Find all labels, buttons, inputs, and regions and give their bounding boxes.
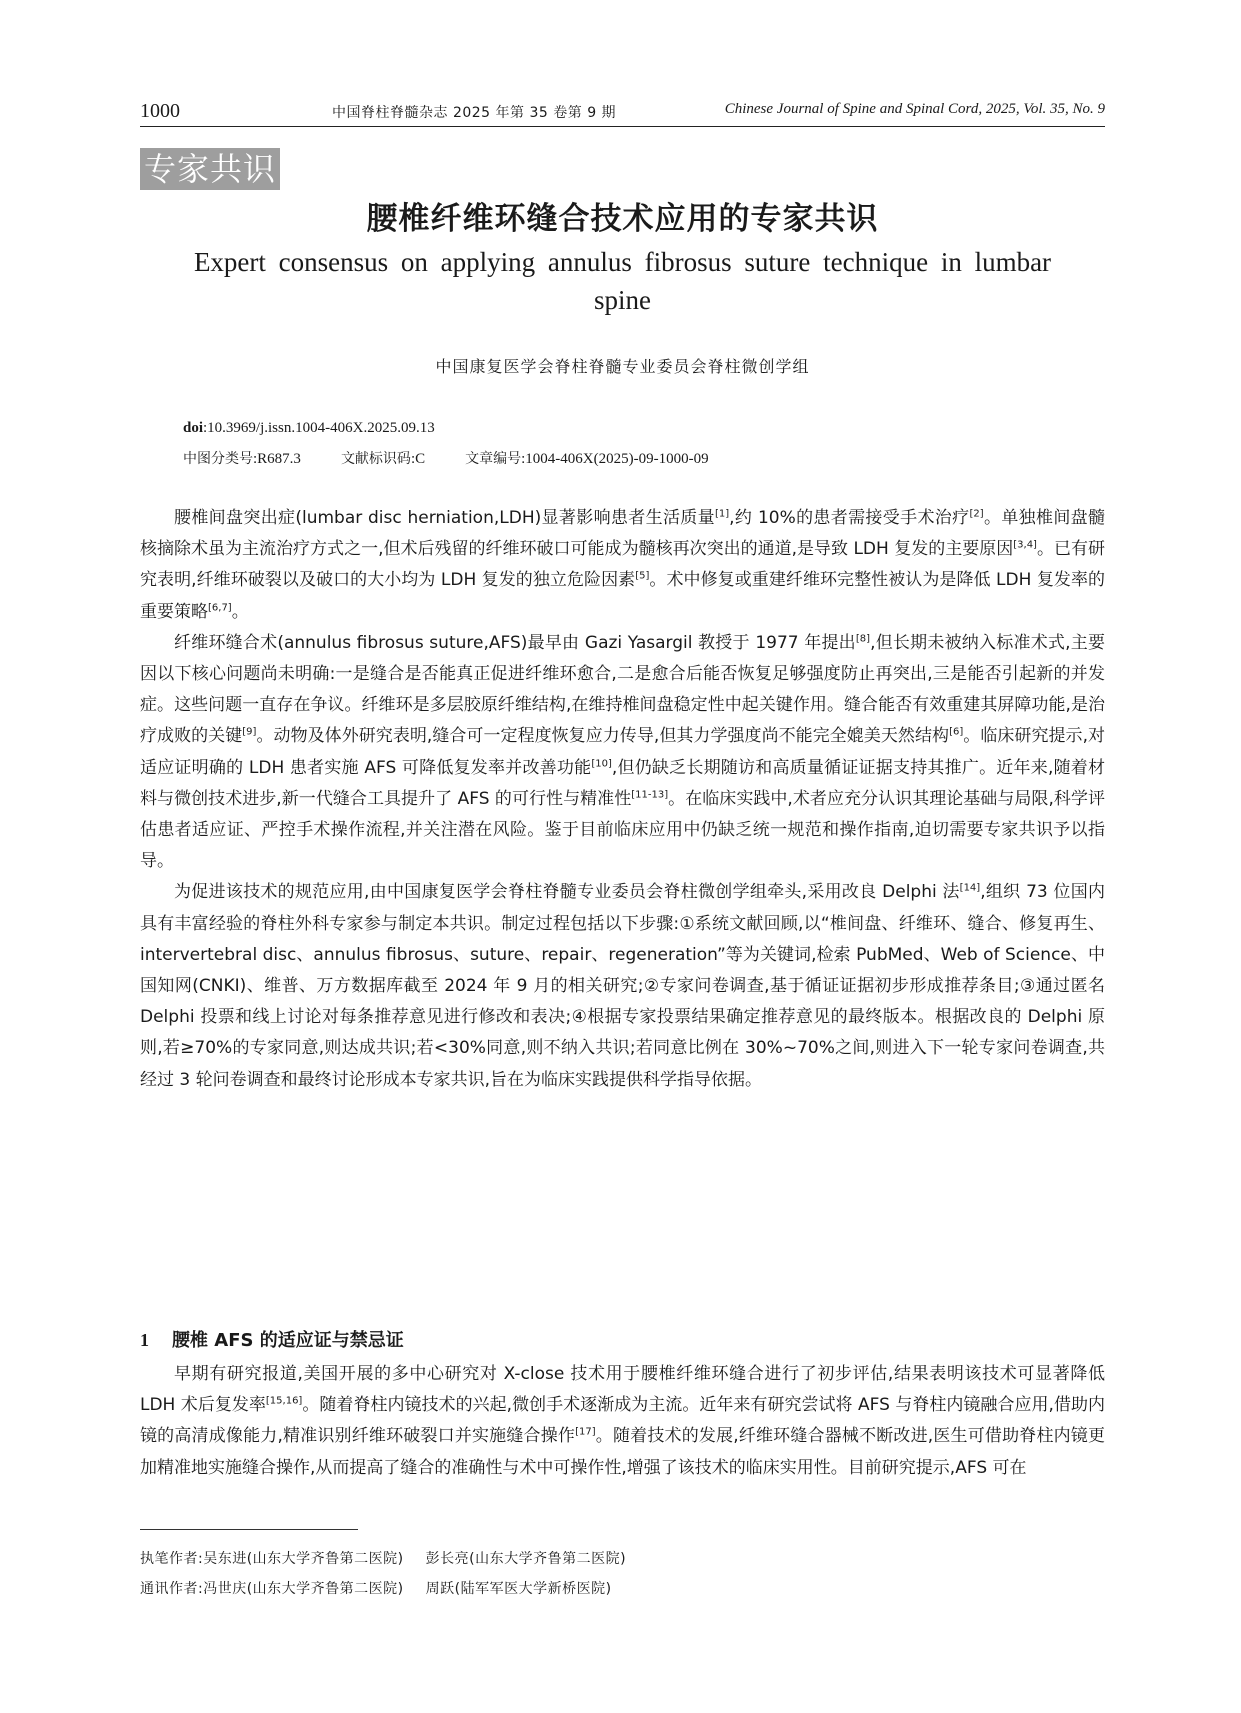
clc-value: :R687.3 — [253, 451, 301, 467]
section-1-paragraph-1: 早期有研究报道,美国开展的多中心研究对 X-close 技术用于腰椎纤维环缝合进行了初步评估,结果表明该技术可显著降低 LDH 术后复发率[15,16]。随着脊柱内镜技术的兴起,微创手术逐渐成为主流。近年来有研究尝试将 AFS 与脊柱内镜融合应用,借助内镜的高清成像能力,精准识别纤维环破裂口并实施缝合操作[17]。随着技术的发展,纤维环缝合器械不断改进,医生可借助脊柱内镜更加精准地实施缝合操作,从而提高了缝合的准确性与术中可操作性,增强了该技术的临床实用性。目前研究提示,AFS 可在 — [140, 1364, 1106, 1478]
section-1-body — [140, 1359, 1105, 1484]
citation[interactable]: [14] — [959, 882, 981, 894]
page-number: 1000 — [140, 100, 180, 122]
article-title-cn: 腰椎纤维环缝合技术应用的专家共识 — [366, 201, 879, 237]
citation[interactable]: [3,4] — [1013, 539, 1037, 551]
journal-name-en: Chinese Journal of Spine and Spinal Cord, 2025, Vol. 35, No. 9 — [724, 101, 1105, 117]
corresponding-authors-footnote: 通讯作者:冯世庆(山东大学齐鲁第二医院) 周跃(陆军军医大学新桥医院) — [140, 1581, 612, 1597]
citation[interactable]: [6] — [949, 726, 964, 738]
doc-code-label: 文献标识码 — [340, 451, 411, 467]
intro-paragraph-2: 纤维环缝合术(annulus fibrosus suture,AFS)最早由 Gazi Yasargil 教授于 1977 年提出[8],但长期未被纳入标准术式,主要因以下核心问题尚未明确:一是缝合是否能真正促进纤维环愈合,二是愈合后能否恢复足够强度防止再突出,三是能否引起新的并发症。这些问题一直存在争议。纤维环是多层胶原纤维结构,在维持椎间盘稳定性中起关键作用。缝合能否有效重建其屏障功能,是治疗成败的关键[9]。动物及体外研究表明,缝合可一定程度恢复应力传导,但其力学强度尚不能完全媲美天然结构[6]。临床研究提示,对适应证明确的 LDH 患者实施 AFS 可降低复发率并改善功能[10],但仍缺乏长期随访和高质量循证证据支持其推广。近年来,随着材料与微创技术进步,新一代缝合工具提升了 AFS 的可行性与精准性[11-13]。在临床实践中,术者应充分认识其理论基础与局限,科学评估患者适应证、严控手术操作流程,并关注潜在风险。鉴于目前临床应用中仍缺乏统一规范和操作指南,迫切需要专家共识予以指导。 — [140, 632, 1106, 872]
citation[interactable]: [1] — [714, 508, 730, 520]
section-number: 1 — [140, 1330, 149, 1350]
citation[interactable]: [11-13] — [631, 789, 669, 801]
citation[interactable]: [8] — [855, 633, 871, 645]
classification-line — [183, 448, 709, 468]
citation[interactable]: [5] — [635, 570, 650, 582]
citation[interactable]: [15,16] — [265, 1395, 303, 1407]
running-head — [140, 98, 1105, 127]
doi-value[interactable]: :10.3969/j.issn.1004-406X.2025.09.13 — [203, 420, 435, 436]
citation[interactable]: [6,7] — [208, 601, 232, 613]
citation[interactable]: [10] — [591, 757, 612, 769]
citation[interactable]: [2] — [969, 508, 984, 520]
footnote-divider — [140, 1529, 358, 1530]
clc-label: 中图分类号 — [183, 451, 253, 467]
doi-line — [183, 420, 435, 437]
introduction — [140, 503, 1105, 1096]
intro-paragraph-3: 为促进该技术的规范应用,由中国康复医学会脊柱脊髓专业委员会脊柱微创学组牵头,采用改良 Delphi 法[14],组织 73 位国内具有丰富经验的脊柱外科专家参与制定本共识。制定过程包括以下步骤:①系统文献回顾,以“椎间盘、纤维环、缝合、修复再生、intervertebral disc、annulus fibrosus、suture、repair、regeneration”等为关键词,检索 PubMed、Web of Science、中国知网(CNKI)、维普、万方数据库截至 2024 年 9 月的相关研究;②专家问卷调查,基于循证证据初步形成推荐条目;③通过匿名 Delphi 投票和线上讨论对每条推荐意见进行修改和表决;④根据专家投票结果确定推荐意见的最终版本。根据改良的 Delphi 原则,若≥70%的专家同意,则达成共识;若<30%同意,则不纳入共识;若同意比例在 30%~70%之间,则进入下一轮专家问卷调查,共经过 3 轮问卷调查和最终讨论形成本专家共识,旨在为临床实践提供科学指导依据。 — [140, 882, 1105, 1090]
section-badge: 专家共识 — [140, 148, 280, 190]
section-1-heading — [140, 1326, 404, 1352]
doc-code-value: :C — [410, 451, 426, 467]
journal-name-cn: 中国脊柱脊髓杂志 2025 年第 35 卷第 9 期 — [332, 105, 617, 121]
writers-footnote: 执笔作者:吴东进(山东大学齐鲁第二医院) 彭长亮(山东大学齐鲁第二医院) — [140, 1551, 627, 1567]
section-title: 腰椎 AFS 的适应证与禁忌证 — [172, 1330, 404, 1351]
author-group: 中国康复医学会脊柱脊髓专业委员会脊柱微创学组 — [435, 357, 810, 376]
doi-label: doi — [183, 420, 204, 436]
citation[interactable]: [9] — [242, 726, 257, 738]
intro-paragraph-1: 腰椎间盘突出症(lumbar disc herniation,LDH)显著影响患者生活质量[1],约 10%的患者需接受手术治疗[2]。单独椎间盘髓核摘除术虽为主流治疗方式之一,但术后残留的纤维环破口可能成为髓核再次突出的通道,是导致 LDH 复发的主要原因[3,4]。已有研究表明,纤维环破裂以及破口的大小均为 LDH 复发的独立危险因素[5]。术中修复或重建纤维环完整性被认为是降低 LDH 复发率的重要策略[6,7]。 — [140, 508, 1106, 622]
citation[interactable]: [17] — [575, 1426, 596, 1438]
article-title-en: Expert consensus on applying annulus fibrosus suture technique in lumbar spine — [193, 247, 1052, 315]
article-no-label: 文章编号 — [465, 451, 522, 467]
article-no-value: :1004-406X(2025)-09-1000-09 — [521, 451, 709, 467]
